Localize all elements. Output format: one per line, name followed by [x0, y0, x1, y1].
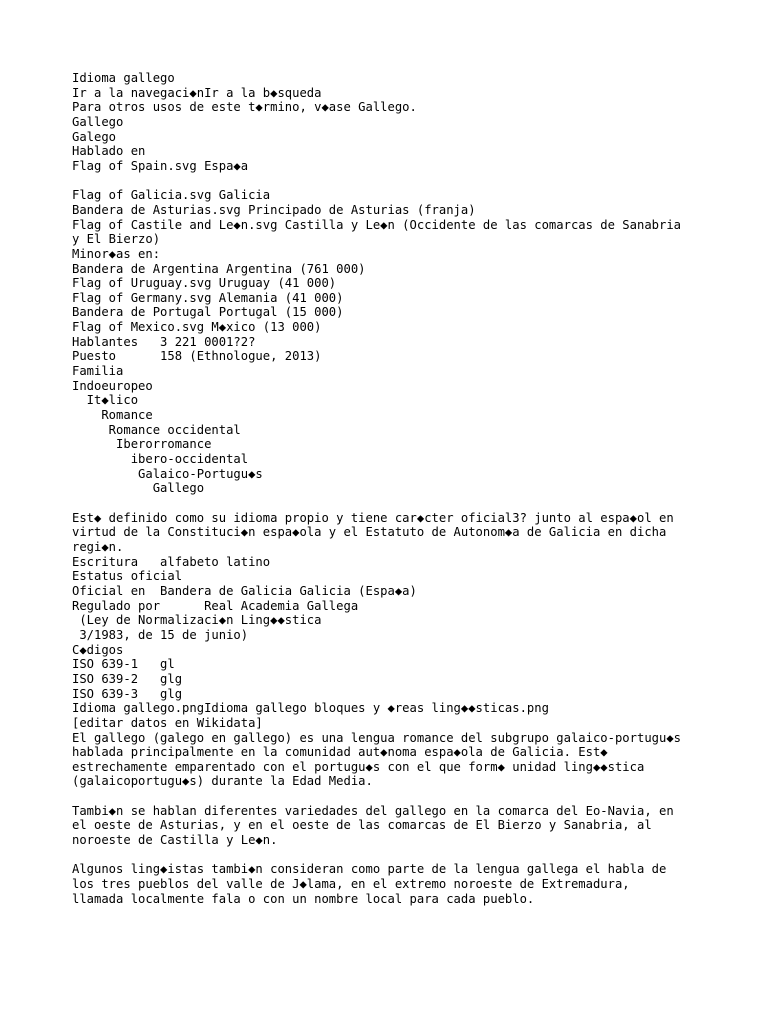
- text-line: 3/1983, de 15 de junio): [72, 627, 249, 642]
- text-line: Estatus oficial: [72, 569, 183, 584]
- blank-line: [72, 789, 712, 804]
- text-line: Galego: [72, 129, 117, 144]
- text-line: ISO 639-2 glg: [72, 671, 183, 686]
- text-line: Bandera de Asturias.svg Principado de Asturias (franja): [72, 202, 476, 217]
- document-page: [72, 71, 712, 906]
- text-line: Hablantes 3 221 0001?2?: [72, 334, 256, 349]
- text-line: hablada principalmente en la comunidad aut◆noma espa◆ola de Galicia. Est◆: [72, 745, 608, 760]
- text-line: Oficial en Bandera de Galicia Galicia (Espa◆a): [72, 583, 417, 598]
- text-line: virtud de la Constituci◆n espa◆ola y el Estatuto de Autonom◆a de Galicia en dicha: [72, 525, 667, 540]
- text-line: Flag of Castile and Le◆n.svg Castilla y Le◆n (Occidente de las comarcas de Sanabria: [72, 217, 682, 232]
- text-line: Idioma gallego.pngIdioma gallego bloques y ◆reas ling◆◆sticas.png: [72, 701, 549, 716]
- text-line: ISO 639-1 gl: [72, 657, 175, 672]
- text-line: C◆digos: [72, 642, 124, 657]
- text-line: Est◆ definido como su idioma propio y tiene car◆cter oficial3? junto al espa◆ol en: [72, 510, 674, 525]
- blank-line: [72, 174, 712, 189]
- text-line: Para otros usos de este t◆rmino, v◆ase Gallego.: [72, 100, 417, 115]
- text-line: Idioma gallego: [72, 71, 175, 85]
- text-line: regi◆n.: [72, 539, 124, 554]
- text-line: Puesto 158 (Ethnologue, 2013): [72, 349, 322, 364]
- text-line: el oeste de Asturias, y en el oeste de las comarcas de El Bierzo y Sanabria, al: [72, 818, 652, 833]
- text-line: Galaico-Portugu◆s: [72, 466, 263, 481]
- text-line: Hablado en: [72, 144, 146, 159]
- text-line: Bandera de Portugal Portugal (15 000): [72, 305, 344, 320]
- text-line: ibero-occidental: [72, 452, 249, 467]
- text-line: Gallego: [72, 481, 205, 496]
- text-line: Regulado por Real Academia Gallega: [72, 598, 359, 613]
- text-line: estrechamente emparentado con el portugu◆s con el que form◆ unidad ling◆◆stica: [72, 759, 645, 774]
- text-line: Flag of Uruguay.svg Uruguay (41 000): [72, 276, 337, 291]
- text-line: (Ley de Normalizaci◆n Ling◆◆stica: [72, 613, 322, 628]
- text-line: Flag of Mexico.svg M◆xico (13 000): [72, 320, 322, 335]
- text-line: (galaicoportugu◆s) durante la Edad Media.: [72, 774, 373, 789]
- text-line: Gallego: [72, 114, 124, 129]
- text-line: los tres pueblos del valle de J◆lama, en el extremo noroeste de Extremadura,: [72, 877, 630, 892]
- text-line: Romance occidental: [72, 422, 241, 437]
- text-line: Escritura alfabeto latino: [72, 554, 271, 569]
- text-line: Flag of Galicia.svg Galicia: [72, 188, 271, 203]
- blank-line: [72, 848, 712, 863]
- text-line: Indoeuropeo: [72, 378, 153, 393]
- blank-line: [72, 496, 712, 511]
- text-line: It◆lico: [72, 393, 139, 408]
- text-line: Bandera de Argentina Argentina (761 000): [72, 261, 366, 276]
- text-line: Minor◆as en:: [72, 246, 161, 261]
- text-line: y El Bierzo): [72, 232, 161, 247]
- text-line: El gallego (galego en gallego) es una lengua romance del subgrupo galaico-portugu◆s: [72, 730, 682, 745]
- text-line: Familia: [72, 364, 124, 379]
- text-line: Ir a la navegaci◆nIr a la b◆squeda: [72, 85, 322, 100]
- text-line: Flag of Germany.svg Alemania (41 000): [72, 290, 344, 305]
- text-line: Romance: [72, 408, 153, 423]
- text-line: llamada localmente fala o con un nombre local para cada pueblo.: [72, 891, 535, 906]
- text-line: noroeste de Castilla y Le◆n.: [72, 833, 278, 848]
- text-line: Iberorromance: [72, 437, 212, 452]
- text-line: ISO 639-3 glg: [72, 686, 183, 701]
- text-line: Tambi◆n se hablan diferentes variedades del gallego en la comarca del Eo-Navia, en: [72, 803, 674, 818]
- text-line: Flag of Spain.svg Espa◆a: [72, 158, 249, 173]
- text-line: [editar datos en Wikidata]: [72, 715, 263, 730]
- text-line: Algunos ling◆istas tambi◆n consideran como parte de la lengua gallega el habla de: [72, 862, 667, 877]
